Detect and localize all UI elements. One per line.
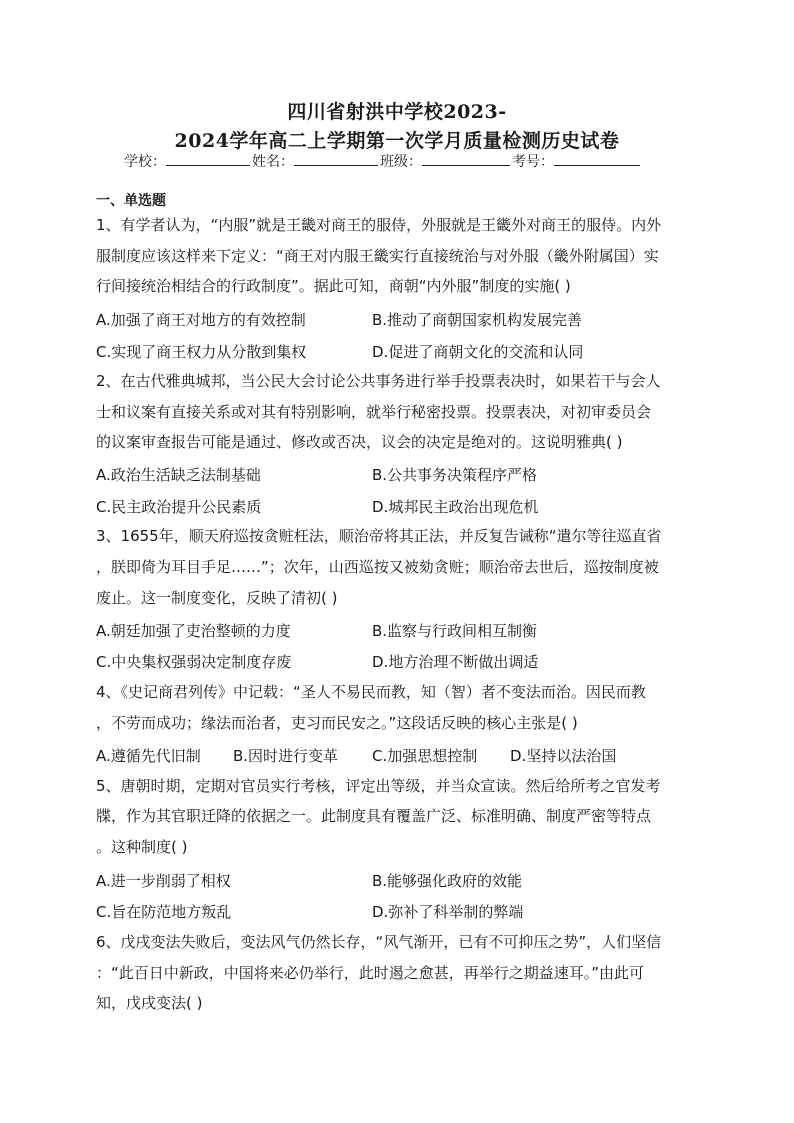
question-3-line-2: ，朕即倚为耳目手足……”；次年，山西巡按又被劾贪赃；顺治帝去世后，巡按制度被 xyxy=(96,558,659,576)
question-1-line-3: 行间接统治相结合的行政制度”。据此可知，商朝“内外服”制度的实施( ) xyxy=(96,277,571,295)
question-1-line-2: 服制度应该这样来下定义：“商王对内服王畿实行直接统治与对外服（畿外附属国）实 xyxy=(96,247,659,265)
question-5-option-a[interactable]: A.进一步削弱了相权 xyxy=(96,872,231,890)
question-1-option-b[interactable]: B.推动了商朝国家机构发展完善 xyxy=(372,311,583,329)
question-2-option-b[interactable]: B.公共事务决策程序严格 xyxy=(372,466,538,484)
school-blank[interactable] xyxy=(166,151,250,166)
question-2-line-2: 士和议案有直接关系或对其有特别影响，就举行秘密投票。投票表决，对初审委员会 xyxy=(96,403,652,421)
question-6-line-2: ：“此百日中新政，中国将来必仍举行，此时遏之愈甚，再举行之期益速耳。”由此可 xyxy=(96,964,645,982)
question-1-option-c[interactable]: C.实现了商王权力从分散到集权 xyxy=(96,343,307,361)
name-label: 姓名： xyxy=(252,154,294,170)
question-4-option-d[interactable]: D.坚持以法治国 xyxy=(510,747,617,765)
question-5-line-1: 5、唐朝时期，定期对官员实行考核，评定出等级，并当众宣读。然后给所考之官发考 xyxy=(96,777,661,795)
question-3-option-c[interactable]: C.中央集权强弱决定制度存废 xyxy=(96,653,292,671)
question-3-line-1: 3、1655年，顺天府巡按贪赃枉法，顺治帝将其正法，并反复告诫称“遣尔等往巡直省 xyxy=(96,527,662,545)
question-2-option-c[interactable]: C.民主政治提升公民素质 xyxy=(96,498,262,516)
question-3-option-d[interactable]: D.地方治理不断做出调适 xyxy=(372,653,539,671)
class-label: 班级： xyxy=(380,154,422,170)
question-4-option-b[interactable]: B.因时进行变革 xyxy=(233,747,339,765)
question-2-line-1: 2、在古代雅典城邦，当公民大会讨论公共事务进行举手投票表决时，如果若干与会人 xyxy=(96,372,661,390)
question-5-option-c[interactable]: C.旨在防范地方叛乱 xyxy=(96,903,232,921)
question-3-option-a[interactable]: A.朝廷加强了吏治整顿的力度 xyxy=(96,622,291,640)
question-2-option-a[interactable]: A.政治生活缺乏法制基础 xyxy=(96,466,261,484)
section-title: 一、单选题 xyxy=(96,193,166,209)
exam-number-label: 考号： xyxy=(512,154,554,170)
exam-title-line-1: 四川省射洪中学校2023- xyxy=(287,101,507,123)
question-1-option-d[interactable]: D.促进了商朝文化的交流和认同 xyxy=(372,343,584,361)
question-4-option-a[interactable]: A.遵循先代旧制 xyxy=(96,747,201,765)
question-3-line-3: 废止。这一制度变化，反映了清初( ) xyxy=(96,589,338,607)
question-5-line-2: 牒，作为其官职迁降的依据之一。此制度具有覆盖广泛、标准明确、制度严密等特点 xyxy=(96,807,652,825)
question-3-option-b[interactable]: B.监察与行政间相互制衡 xyxy=(372,622,538,640)
name-blank[interactable] xyxy=(294,151,378,166)
question-1-option-a[interactable]: A.加强了商王对地方的有效控制 xyxy=(96,311,306,329)
question-1-line-1: 1、有学者认为，“内服”就是王畿对商王的服侍，外服就是王畿外对商王的服侍。内外 xyxy=(96,216,662,234)
student-info-row xyxy=(124,151,684,171)
school-label: 学校： xyxy=(124,154,166,170)
question-4-line-2: ，不劳而成功；缘法而治者，吏习而民安之。”这段话反映的核心主张是( ) xyxy=(96,714,578,732)
exam-number-blank[interactable] xyxy=(554,151,640,166)
question-2-line-3: 的议案审查报告可能是通过、修改或否决，议会的决定是绝对的。这说明雅典( ) xyxy=(96,433,623,451)
class-blank[interactable] xyxy=(422,151,510,166)
question-4-option-c[interactable]: C.加强思想控制 xyxy=(372,747,478,765)
question-5-line-3: 。这种制度( ) xyxy=(96,838,188,856)
question-6-line-3: 知，戊戌变法( ) xyxy=(96,994,203,1012)
question-4-line-1: 4、《史记商君列传》中记载：“圣人不易民而教，知（智）者不变法而治。因民而教 xyxy=(96,683,646,701)
exam-title-line-2: 2024学年高二上学期第一次学月质量检测历史试卷 xyxy=(174,130,620,152)
question-5-option-d[interactable]: D.弥补了科举制的弊端 xyxy=(372,903,524,921)
question-2-option-d[interactable]: D.城邦民主政治出现危机 xyxy=(372,498,539,516)
question-5-option-b[interactable]: B.能够强化政府的效能 xyxy=(372,872,523,890)
question-6-line-1: 6、戊戌变法失败后，变法风气仍然长存，“风气渐开，已有不可抑压之势”，人们坚信 xyxy=(96,933,662,951)
